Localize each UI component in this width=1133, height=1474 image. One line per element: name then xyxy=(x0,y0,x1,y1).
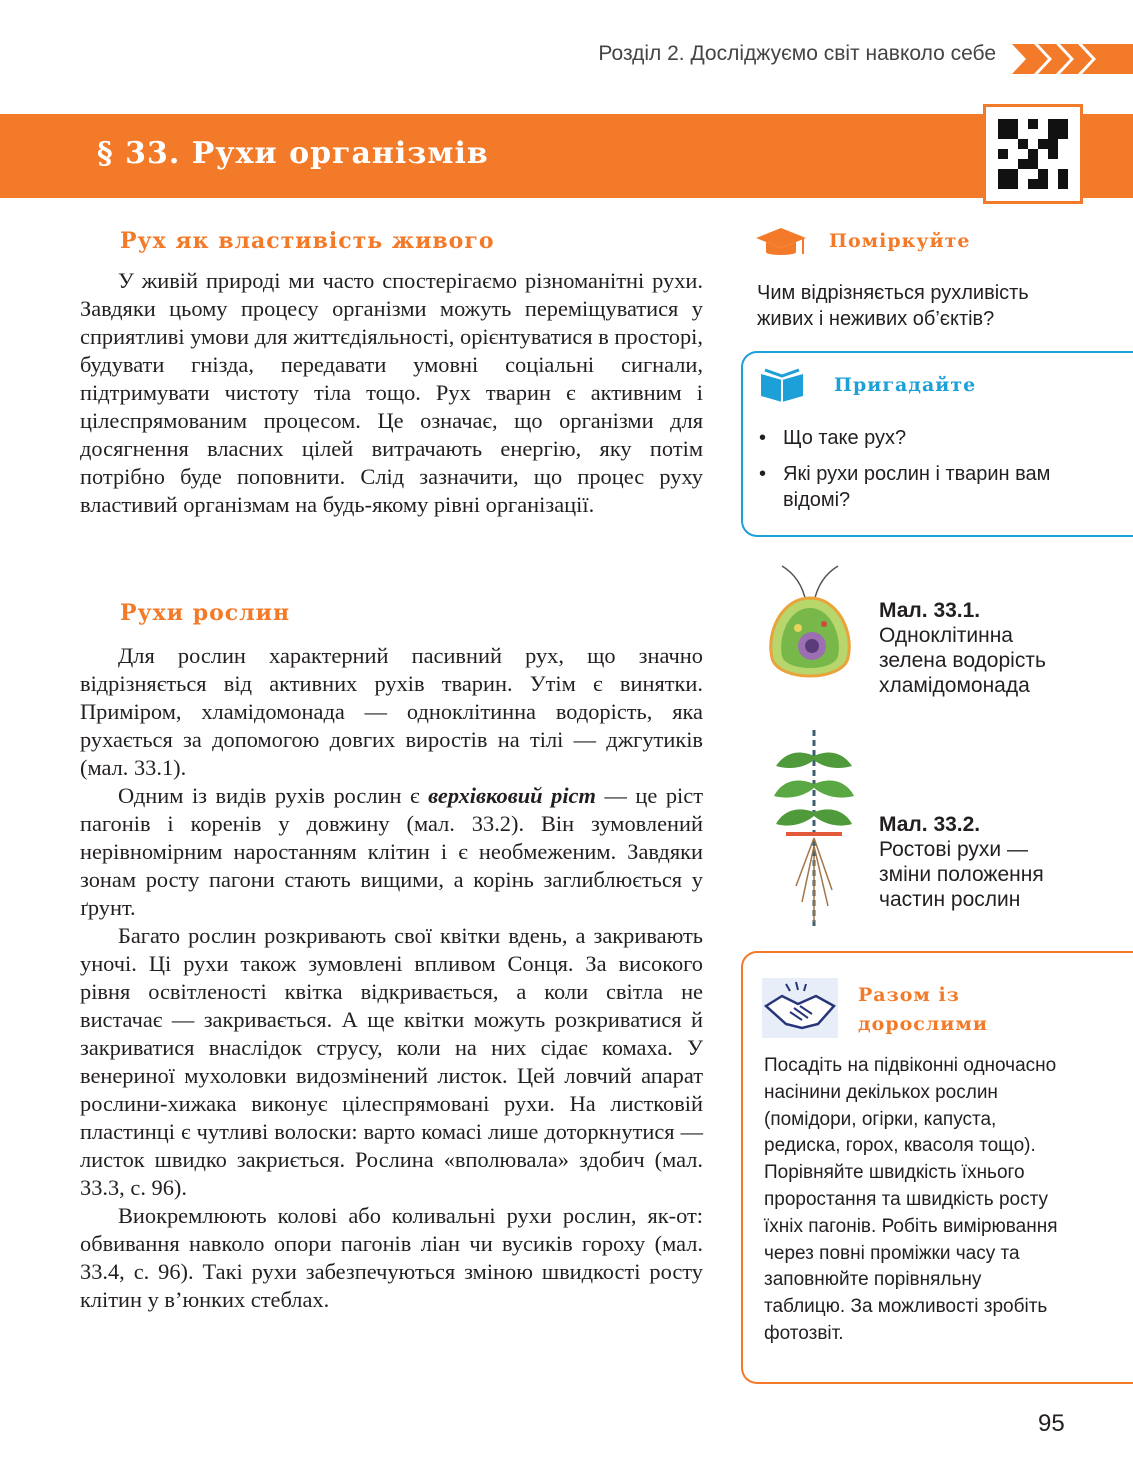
together-title-line1: Разом із xyxy=(858,984,960,1006)
figure-label: Мал. 33.2. xyxy=(879,813,981,836)
running-head: Розділ 2. Досліджуємо світ навколо себе xyxy=(598,42,996,65)
list-item: • Що таке рух? xyxy=(757,425,1057,451)
section-movement-body xyxy=(80,267,703,519)
key-term: верхівковий ріст xyxy=(428,783,596,808)
paragraph: Для рослин характерний пасивний рух, що значно відрізняється від активних рухів тварин. Утім є винятки. Приміром, хламідомонада — одноклітинна водорість, яка рухається за допомогою довгих виростів на тілі — джгутиків (мал. 33.1). xyxy=(80,643,703,780)
recall-list xyxy=(757,425,1057,523)
chapter-title: § 33. Рухи організмів xyxy=(97,136,489,171)
handshake-icon xyxy=(762,978,838,1038)
think-title: Поміркуйте xyxy=(829,230,971,252)
chlamydomonas-illustration xyxy=(762,562,858,694)
recall-title: Пригадайте xyxy=(834,374,977,396)
page-number: 95 xyxy=(1038,1410,1065,1437)
together-text: Посадіть на підвіконні одночасно насінини декількох рослин (помідори, огірки, капуста, редиска, горох, квасоля тощо). Порівняйте швидкість їхнього проростання та швидкість росту їхніх пагонів. Робіть вимірювання через повні проміжки часу та заповнюйте порівняльну таблицю. За можливості зробіть фотозвіт. xyxy=(764,1055,1058,1344)
paragraph: Одним із видів рухів рослин є верхівковий ріст — це ріст пагонів і коренів у довжину (мал. 33.2). Він зумовлений нерівномірним наростанням клітин і є необмеженим. Завдяки зонам росту пагони стають вищими, а корінь заглиблюється у ґрунт. xyxy=(80,783,703,920)
paragraph: Виокремлюють колові або коливальні рухи рослин, як-от: обвивання навколо опори пагонів ліан чи вусиків гороху (мал. 33.4, с. 96). Такі рухи забезпечуються зміною швидкості росту клітин у в’юнких стеблах. xyxy=(80,1203,703,1312)
chapter-banner xyxy=(0,114,1133,198)
chevron-arrows-icon xyxy=(1012,44,1133,74)
section-title-plant-movement: Рухи рослин xyxy=(120,600,291,626)
figure-caption-33-2 xyxy=(879,812,1079,912)
graduation-cap-icon xyxy=(754,226,808,262)
paragraph: У живій природі ми часто спостерігаємо різноманітні рухи. Завдяки цьому процесу організми можуть переміщуватися у сприятливі умови для життєдіяльності, орієнтуватися в просторі, будувати гнізда, передавати умовні соціальні сигнали, підтримувати чистоту тіла тощо. Рух тварин є активним і цілеспрямованим процесом. Це означає, що організми для досягнення власних цілей витрачають енергію, яку потім потрібно буде поповнити. Слід зазначити, що процес руху властивий організмам на будь-якому рівні організації. xyxy=(80,268,703,517)
plant-growth-illustration xyxy=(772,726,856,930)
figure-text: Ростові рухи — зміни положення частин рослин xyxy=(879,838,1044,911)
open-book-icon xyxy=(757,366,807,406)
qr-code-icon xyxy=(998,119,1068,189)
think-text: Чим відрізняється рухливість живих і неживих об’єктів? xyxy=(757,282,1029,330)
qr-code[interactable] xyxy=(983,104,1083,204)
section-title-movement: Рух як властивість живого xyxy=(120,228,495,254)
section-plant-movement-body xyxy=(80,642,703,1314)
figure-label: Мал. 33.1. xyxy=(879,599,981,622)
list-item: • Які рухи рослин і тварин вам відомі? xyxy=(757,461,1057,513)
together-title-line2: дорослими xyxy=(858,1013,988,1035)
figure-caption-33-1 xyxy=(879,598,1079,698)
paragraph: Багато рослин розкривають свої квітки вдень, а закривають уночі. Ці рухи також зумовлені впливом Сонця. За високого рівня освітленості квітка відкривається, а коли світла не вистачає — закривається. А ще квітки можуть розкриватися й закриватися внаслідок струсу, коли на них сідає комаха. У венериної мухоловки видозмінений листок. Цей ловчий апарат рослини-хижака виконує цілеспрямовані рухи. На листковій пластинці є чутливі волоски: варто комасі лише доторкнутися — листок швидко закриється. Рослина «вполювала» здобич (мал. 33.3, с. 96). xyxy=(80,923,703,1200)
figure-text: Одноклітинна зелена водорість хламідомонада xyxy=(879,624,1046,697)
